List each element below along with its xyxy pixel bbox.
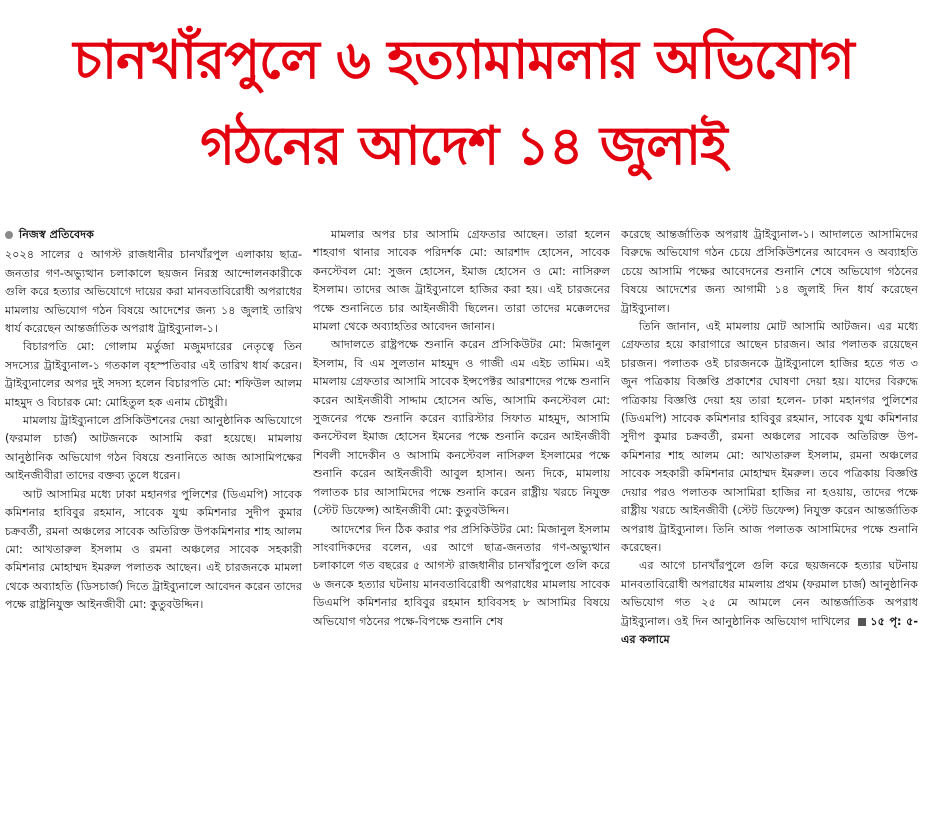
- paragraph: বিচারপতি মো: গোলাম মর্তুজা মজুমদারের নেতৃত্বে তিন সদস্যের ট্রাইব্যুনাল-১ গতকাল বৃহস্পতিবার এই তারিখ ধার্য করেন। ট্রাইব্যুনালের অপর দুই সদস্য হলেন বিচারপতি মো: শফিউল আলম মাহমুদ ও বিচারক মো: মোহিতুল হক এনাম চৌধুরী।: [5, 340, 302, 409]
- article-body: [5, 226, 919, 824]
- paragraph: মামলায় ট্রাইব্যুনালে প্রসিকিউশনের দেয়া আনুষ্ঠানিক অভিযোগে (ফরমাল চার্জ) আটজনকে আসামি করা হয়েছে। মামলায় আনুষ্ঠানিক অভিযোগ গঠন বিষয়ে শুনানিতে আজ আসামিপক্ষের আইনজীবীরা তাদের বক্তব্য তুলে ধরেন।: [5, 414, 302, 483]
- paragraph: আদালতে রাষ্ট্রপক্ষে শুনানি করেন প্রসিকিউটর মো: মিজানুল ইসলাম, বি এম সুলতান মাহমুদ ও গাজী এম এইচ তামিম। এই মামলায় গ্রেফতার আসামি সাবেক ইন্সপেক্টর আরশাদের পক্ষে শুনানি করেন আইনজীবী সাদ্দাম হোসেন অভি, আসামি কনস্টেবল মো: সুজনের পক্ষে শুনানি করেন ব্যারিস্টার সিফাত মাহমুদ, আসামি কনস্টেবল ইমাজ হোসেন ইমনের পক্ষে শুনানি করেন আইনজীবী শিবলী সাদেকীন ও আসামি কনস্টেবল নাসিরুল ইসলামের পক্ষে শুনানি করেন আইনজীবী আবুল হাসান। অন্য দিকে, মামলায় পলাতক চার আসামিদের পক্ষে শুনানি করেন রাষ্ট্রীয় খরচে নিযুক্ত (স্টেট ডিফেন্স) আইনজীবী মো: কুতুবউদ্দিন।: [313, 338, 610, 518]
- paragraph: [621, 557, 918, 649]
- paragraph-text: এর আগে চানখাঁরপুলে গুলি করে ছয়জনকে হত্যার ঘটনায় মানবতাবিরোধী অপরাধের মামলায় প্রথম (ফরমাল চার্জ) আনুষ্ঠানিক অভিযোগ গত ২৫ মে আমলে নেন আন্তর্জাতিক অপরাধ ট্রাইব্যুনাল। ওই দিন আনুষ্ঠানিক অভিযোগ দাখিলের: [621, 559, 918, 628]
- paragraph: তিনি জানান, এই মামলায় মোট আসামি আটজন। এর মধ্যে গ্রেফতার হয়ে কারাগারে আছেন চারজন। আর পলাতক রয়েছেন চারজন। পলাতক ওই চারজনকে ট্রাইব্যুনালে হাজির হতে গত ৩ জুন পত্রিকায় বিজ্ঞপ্তি প্রকাশের ঘোষণা দেয়া হয়। যাদের বিরুদ্ধে পত্রিকায় বিজ্ঞপ্তি দেয়া হয় তারা হলেন- ঢাকা মহানগর পুলিশের (ডিএমপি) সাবেক কমিশনার হাবিবুর রহমান, সাবেক যুগ্ম কমিশনার সুদীপ কুমার চক্রবর্তী, রমনা অঞ্চলের সাবেক অতিরিক্ত উপ-কমিশনার শাহ আলম মো: আখতারুল ইসলাম, রমনা অঞ্চলের সাবেক সহকারী কমিশনার মোহাম্মদ ইমরুল। তবে পত্রিকায় বিজ্ঞপ্তি দেয়ার পরও পলাতক আসামিরা হাজির না হওয়ায়, তাদের পক্ষে রাষ্ট্রীয় খরচে আইনজীবী (স্টেট ডিফেন্স) নিযুক্ত করেন আন্তর্জাতিক অপরাধ ট্রাইব্যুনাল। তিনি আজ পলাতক আসামিদের পক্ষে শুনানি করেছেন।: [621, 320, 918, 554]
- paragraph: ২০২৪ সালের ৫ আগস্ট রাজধানীর চানখাঁরপুল এলাকায় ছাত্র-জনতার গণ-অভ্যুত্থান চলাকালে ছয়জন নিরস্ত্র আন্দোলনকারীকে গুলি করে হত্যার অভিযোগে দায়ের করা মানবতাবিরোধী অপরাধের মামলায় অভিযোগ গঠন বিষয়ে আদেশের জন্য ১৪ জুলাই তারিখ ধার্য করেছেন আন্তর্জাতিক অপরাধ ট্রাইব্যুনাল-১।: [5, 248, 302, 336]
- square-bullet-icon: [858, 618, 866, 626]
- headline-line-1: চানখাঁরপুলে ৬ হত্যামামলার অভিযোগ: [73, 30, 854, 91]
- column-3: [621, 226, 918, 824]
- headline-line-2: গঠনের আদেশ ১৪ জুলাই: [200, 116, 727, 177]
- byline: [5, 226, 302, 244]
- bullet-dot-icon: [5, 231, 13, 239]
- paragraph: আট আসামির মধ্যে ঢাকা মহানগর পুলিশের (ডিএমপি) সাবেক কমিশনার হাবিবুর রহমান, সাবেক যুগ্ম কমিশনার সুদীপ কুমার চক্রবর্তী, রমনা অঞ্চলের সাবেক অতিরিক্ত উপকমিশনার শাহ আলম মো: আখতারুল ইসলাম ও রমনা অঞ্চলের সাবেক সহকারী কমিশনার মোহাম্মদ ইমরুল পলাতক আছেন। এই চারজনকে মামলা থেকে অব্যাহতি (ডিসচার্জ) দিতে ট্রাইব্যুনালে আবেদন করেন তাদের পক্ষে রাষ্ট্রনিযুক্ত আইনজীবী মো: কুতুবউদ্দিন।: [5, 487, 302, 612]
- paragraph: আদেশের দিন ঠিক করার পর প্রসিকিউটর মো: মিজানুল ইসলাম সাংবাদিকদের বলেন, এর আগে ছাত্র-জনতার গণ-অভ্যুত্থান চলাকালে গত বছরের ৫ আগস্ট রাজধানীর চানখাঁরপুলে গুলি করে ৬ জনকে হত্যার ঘটনায় মানবতাবিরোধী অপরাধের মামলায় সাবেক ডিএমপি কমিশনার হাবিবুর রহমান হাবিবসহ ৮ আসামির বিষয়ে অভিযোগ গঠনের পক্ষে-বিপক্ষে শুনানি শেষ: [313, 522, 610, 628]
- continued-text: ১৫ পৃ: ৫-এর কলামে: [621, 614, 918, 646]
- byline-text: নিজস্ব প্রতিবেদক: [19, 228, 94, 241]
- headline: [0, 18, 927, 190]
- paragraph: মামলার অপর চার আসামি গ্রেফতার আছেন। তারা হলেন শাহবাগ থানার সাবেক পরিদর্শক মো: আরশাদ হোসেন, সাবেক কনস্টেবল মো: সুজন হোসেন, ইমাজ হোসেন ও মো: নাসিরুল ইসলাম। তাদের আজ ট্রাইব্যুনালে হাজির করা হয়। এই চারজনের পক্ষে শুনানিতে চার আইনজীবী ছিলেন। তারা তাদের মক্কেলদের মামলা থেকে অব্যাহতির আবেদন জানান।: [313, 228, 610, 334]
- column-2: [313, 226, 610, 824]
- paragraph: করেছে আন্তর্জাতিক অপরাধ ট্রাইব্যুনাল-১। আদালতে আসামিদের বিরুদ্ধে অভিযোগ গঠন চেয়ে প্রসিকিউশনের আবেদন ও অব্যাহতি চেয়ে আসামি পক্ষের আবেদনের শুনানি শেষে অভিযোগ গঠনের বিষয়ে আদেশের জন্য আগামী ১৪ জুলাই দিন ধার্য করেছেন ট্রাইব্যুনাল।: [621, 228, 918, 315]
- column-1: [5, 226, 302, 824]
